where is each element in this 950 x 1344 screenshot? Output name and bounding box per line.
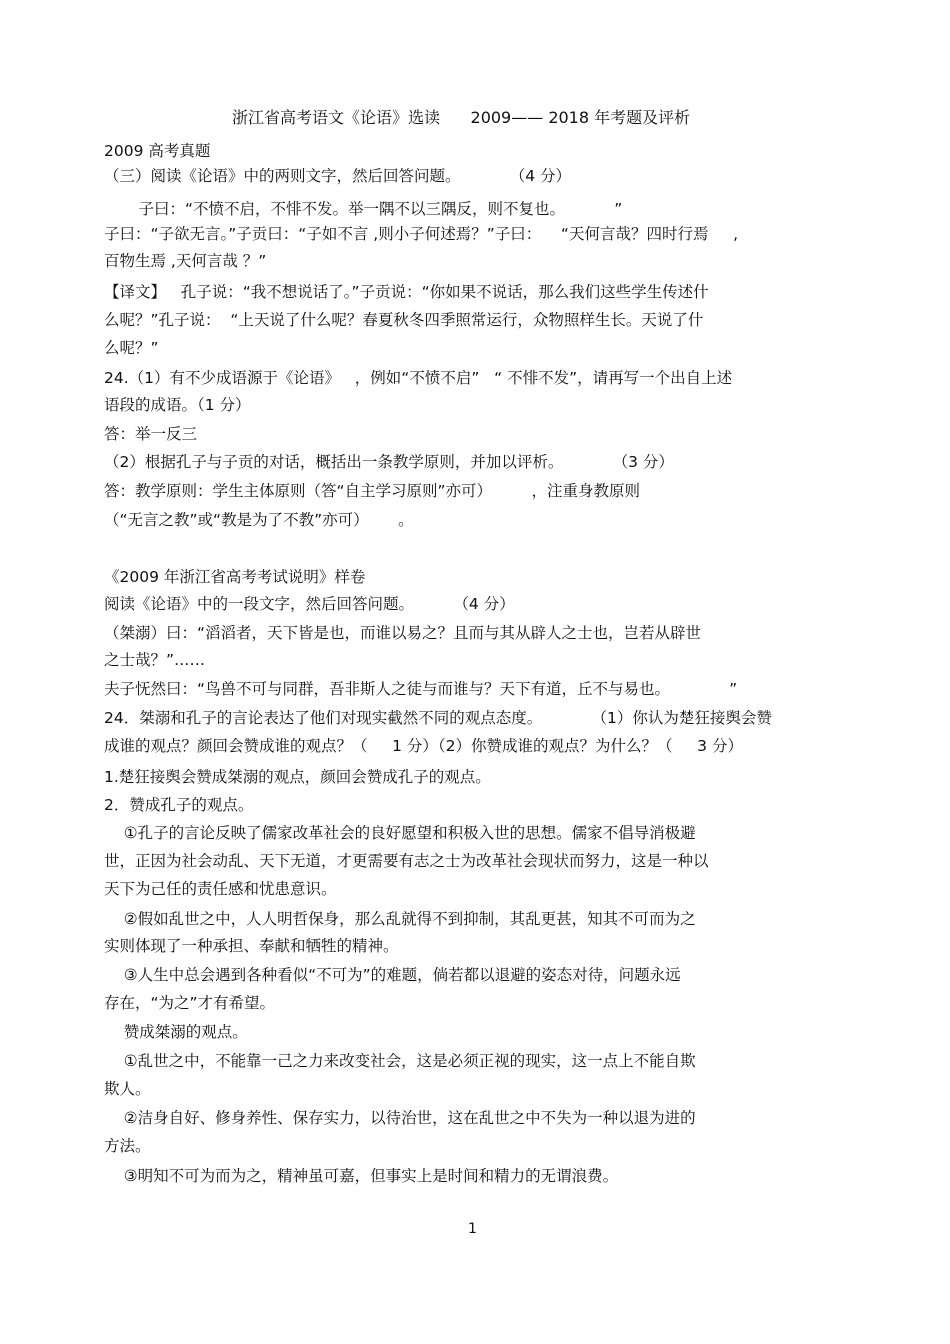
- text-line: 夫子怃然曰：“鸟兽不可与同群，吾非斯人之徒与而谁与？天下有道，丘不与易也。 ”: [104, 680, 738, 698]
- text-line: 存在，“为之”才有希望。: [104, 994, 276, 1012]
- page-number: 1: [468, 1221, 477, 1237]
- text-line: 么呢？”孔子说： “上天说了什么呢？春夏秋冬四季照常运行，众物照样生长。天说了什: [104, 311, 704, 329]
- text-line: 么呢？”: [104, 339, 159, 357]
- text-line: 语段的成语。（1 分）: [104, 396, 251, 414]
- text-line: ③人生中总会遇到各种看似“不可为”的难题，倘若都以退避的姿态对待，问题永远: [104, 966, 681, 984]
- text-line: ②假如乱世之中，人人明哲保身，那么乱就得不到抑制，其乱更甚，知其不可而为之: [104, 910, 696, 928]
- text-line: ①乱世之中，不能靠一己之力来改变社会，这是必须正视的现实，这一点上不能自欺: [104, 1052, 696, 1070]
- text-line: 子曰：“不愤不启，不悱不发。举一隅不以三隅反，则不复也。 ”: [104, 200, 623, 218]
- text-line: 2．赞成孔子的观点。: [104, 796, 254, 814]
- text-line: 天下为己任的责任感和忧患意识。: [104, 880, 337, 898]
- text-line: （2）根据孔子与子贡的对话，概括出一条教学原则，并加以评析。 （3 分）: [104, 453, 674, 471]
- text-line: ①孔子的言论反映了儒家改革社会的良好愿望和积极入世的思想。儒家不倡导消极避: [104, 824, 696, 842]
- text-line: 赞成桀溺的观点。: [104, 1023, 248, 1041]
- document-title: 浙江省高考语文《论语》选读 2009—— 2018 年考题及评析: [232, 108, 691, 127]
- text-line: （桀溺）曰：“滔滔者，天下皆是也，而谁以易之？且而与其从辟人之士也，岂若从辟世: [104, 624, 702, 642]
- text-line: 方法。: [104, 1137, 151, 1155]
- text-line: 百物生焉 ,天何言哉 ？”: [104, 252, 267, 270]
- text-line: （“无言之教”或“教是为了不教”亦可） 。: [104, 511, 414, 529]
- text-line: 【译文】 孔子说：“我不想说话了。”子贡说：“你如果不说话，那么我们这些学生传述什: [104, 283, 709, 301]
- text-line: 子曰：“子欲无言。”子贡曰：“子如不言 ,则小子何述焉？”子曰： “天何言哉？四时行焉 ,: [104, 225, 739, 243]
- text-line: 《2009 年浙江省高考考试说明》样卷: [104, 568, 366, 586]
- text-line: ②洁身自好、修身养性、保存实力，以待治世，这在乱世之中不失为一种以退为进的: [104, 1109, 696, 1127]
- text-line: ③明知不可为而为之，精神虽可嘉，但事实上是时间和精力的无谓浪费。: [104, 1167, 619, 1185]
- text-line: 欺人。: [104, 1080, 151, 1098]
- text-line: 世，正因为社会动乱、天下无道，才更需要有志之士为改革社会现状而努力，这是一种以: [104, 852, 709, 870]
- text-line: 阅读《论语》中的一段文字，然后回答问题。 （4 分）: [104, 595, 515, 613]
- text-line: 成谁的观点？颜回会赞成谁的观点？（ 1 分）（2）你赞成谁的观点？为什么？（ 3 分）: [104, 737, 743, 755]
- text-line: 1.楚狂接舆会赞成桀溺的观点，颜回会赞成孔子的观点。: [104, 768, 491, 786]
- text-line: 24．桀溺和孔子的言论表达了他们对现实截然不同的观点态度。 （1）你认为楚狂接舆会赞: [104, 709, 772, 727]
- text-line: 答：教学原则：学生主体原则（答“自主学习原则”亦可） ，注重身教原则: [104, 482, 640, 500]
- text-line: 之士哉？”……: [104, 651, 206, 669]
- text-line: （三）阅读《论语》中的两则文字，然后回答问题。 （4 分）: [104, 167, 572, 185]
- text-line: 24.（1）有不少成语源于《论语》 ，例如“不愤不启” “ 不悱不发”，请再写一个出自上述: [104, 369, 733, 387]
- text-line: 答：举一反三: [104, 425, 198, 443]
- text-line: 2009 高考真题: [104, 142, 211, 160]
- text-line: 实则体现了一种承担、奉献和牺牲的精神。: [104, 937, 399, 955]
